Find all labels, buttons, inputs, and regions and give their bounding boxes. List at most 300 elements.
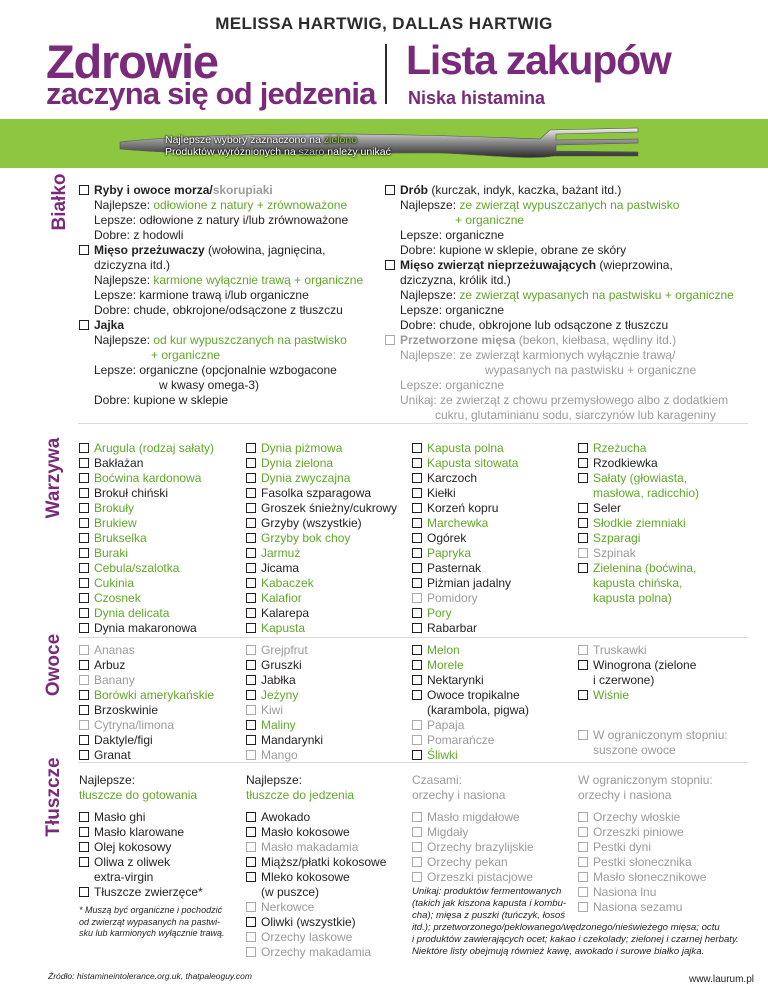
checkbox[interactable] — [412, 518, 422, 528]
checkbox[interactable] — [412, 548, 422, 558]
checkbox[interactable] — [79, 563, 89, 573]
fruits-column — [79, 643, 244, 763]
list-item — [578, 456, 758, 471]
list-item — [79, 810, 244, 825]
checkbox[interactable] — [79, 623, 89, 633]
best-label: Najlepsze: — [400, 198, 460, 212]
checkbox[interactable] — [246, 947, 256, 957]
good-line: Dobre: chude, obkrojone lub odsączone z tłuszczu — [400, 318, 669, 332]
checkbox[interactable] — [79, 533, 89, 543]
footnote-line: od zwierząt wypasanych na pastwi- — [79, 916, 221, 927]
list-item-label: Mango — [261, 748, 298, 762]
checkbox[interactable] — [246, 827, 256, 837]
list-item — [412, 441, 577, 456]
list-item — [412, 531, 577, 546]
checkbox[interactable] — [79, 320, 89, 330]
checkbox[interactable] — [412, 488, 422, 498]
list-item — [412, 621, 577, 636]
list-item — [246, 591, 411, 606]
checkbox[interactable] — [412, 750, 422, 760]
list-item — [246, 561, 411, 576]
vegetables-column — [79, 441, 244, 636]
list-item — [246, 576, 411, 591]
list-item — [412, 516, 577, 531]
list-item-label: Marchewka — [427, 516, 489, 530]
list-item — [578, 870, 758, 885]
checkbox[interactable] — [412, 857, 422, 867]
fats-header-label: W ograniczonym stopniu: — [578, 773, 713, 787]
checkbox[interactable] — [246, 533, 256, 543]
list-item — [79, 606, 244, 621]
list-item-label: Grejpfrut — [261, 643, 308, 657]
checkbox[interactable] — [246, 812, 256, 822]
legend-green-word: zielono — [323, 134, 358, 146]
list-item-label: Olej kokosowy — [94, 840, 172, 854]
list-item-label: (karambola, pigwa) — [427, 703, 530, 717]
list-item-label: Pasternak — [427, 561, 482, 575]
list-item-label: Brukiew — [94, 516, 137, 530]
list-item — [246, 621, 411, 636]
list-item-label: Kiwi — [261, 703, 284, 717]
list-item-label: Maliny — [261, 718, 296, 732]
checkbox[interactable] — [578, 563, 588, 573]
list-item — [246, 456, 411, 471]
checkbox[interactable] — [385, 185, 395, 195]
best-value: od kur wypuszczanych na pastwisko — [153, 333, 347, 347]
avoid-line: itd.); przetworzonego/peklowanego/wędzonego/nieświeżego mięsa; octu — [412, 922, 720, 933]
list-item — [79, 718, 244, 733]
good-line: Dobre: kupione w sklepie — [94, 393, 229, 407]
checkbox[interactable] — [412, 593, 422, 603]
checkbox[interactable] — [79, 827, 89, 837]
source-note: Źródło: histamineintolerance.org.uk, thatpaleoguy.com — [48, 971, 252, 981]
checkbox[interactable] — [412, 563, 422, 573]
fats-header-label: Najlepsze: — [246, 773, 303, 787]
list-item-label: Pomarańcze — [427, 733, 495, 747]
best-label: Najlepsze: — [94, 333, 154, 347]
fats-header-limited — [578, 773, 713, 803]
list-item — [578, 643, 758, 658]
section-divider — [78, 637, 748, 638]
list-item-label: Masło klarowane — [94, 825, 185, 839]
checkbox[interactable] — [412, 458, 422, 468]
checkbox[interactable] — [412, 720, 422, 730]
checkbox[interactable] — [79, 857, 89, 867]
checkbox[interactable] — [79, 608, 89, 618]
low-histamine-subtitle: Niska histamina — [408, 88, 546, 108]
list-item — [578, 810, 758, 825]
list-item — [412, 606, 577, 621]
list-item — [578, 546, 758, 561]
list-item — [79, 561, 244, 576]
checkbox[interactable] — [412, 608, 422, 618]
legend-line1: Najlepsze wybory zaznaczono na — [165, 134, 324, 146]
checkbox[interactable] — [246, 842, 256, 852]
checkbox[interactable] — [578, 518, 588, 528]
checkbox[interactable] — [79, 503, 89, 513]
list-item-label: Tłuszcze zwierzęce* — [94, 885, 203, 899]
dried-fruit-note — [578, 728, 758, 758]
checkbox[interactable] — [578, 645, 588, 655]
list-item — [412, 718, 577, 733]
list-item-label: Fasolka szparagowa — [261, 486, 372, 500]
checkbox[interactable] — [412, 473, 422, 483]
checkbox[interactable] — [79, 578, 89, 588]
list-item-label: Dynia makaronowa — [94, 621, 197, 635]
checkbox[interactable] — [79, 458, 89, 468]
list-item-label: i czerwone) — [593, 673, 655, 687]
checkbox[interactable] — [578, 812, 588, 822]
limited-label: W ograniczonym stopniu: — [593, 728, 728, 742]
nonruminant-name: Mięso zwierząt nieprzeżuwających — [400, 258, 597, 272]
vegetables-column — [246, 441, 411, 636]
fats-column — [79, 810, 244, 900]
footnote-line: * Muszą być organiczne i pochodzić — [79, 905, 223, 915]
authors: MELISSA HARTWIG, DALLAS HARTWIG — [215, 14, 553, 33]
list-item-label: Winogrona (zielone — [593, 658, 697, 672]
checkbox[interactable] — [412, 812, 422, 822]
better-line-2: w kwasy omega-3) — [159, 378, 260, 392]
checkbox[interactable] — [79, 842, 89, 852]
list-item-label: extra-virgin — [94, 870, 154, 884]
checkbox[interactable] — [246, 593, 256, 603]
checkbox[interactable] — [246, 578, 256, 588]
fish-name: Ryby i owoce morza/ — [94, 183, 213, 197]
list-item-label: Pomidory — [427, 591, 478, 605]
footnote — [79, 905, 249, 940]
list-item — [79, 688, 244, 703]
checkbox[interactable] — [246, 458, 256, 468]
checkbox[interactable] — [412, 690, 422, 700]
checkbox[interactable] — [578, 548, 588, 558]
list-item — [412, 810, 577, 825]
checkbox[interactable] — [246, 720, 256, 730]
list-item — [246, 673, 411, 688]
fruits-column — [578, 643, 758, 703]
list-item — [79, 658, 244, 673]
list-item — [412, 855, 577, 870]
checkbox[interactable] — [79, 887, 89, 897]
list-item-label: Szpinak — [593, 546, 636, 560]
checkbox[interactable] — [79, 675, 89, 685]
list-item — [246, 546, 411, 561]
checkbox[interactable] — [385, 335, 395, 345]
list-item-label: Śliwki — [427, 748, 458, 762]
list-item-label: Brukselka — [94, 531, 147, 545]
legend-line2-end: należy unikać — [324, 146, 391, 158]
checkbox[interactable] — [246, 518, 256, 528]
checkbox[interactable] — [578, 443, 588, 453]
legend-line2: Produktów wyróżnionych na — [165, 146, 299, 158]
list-item-label: Daktyle/figi — [94, 733, 153, 747]
checkbox[interactable] — [79, 245, 89, 255]
checkbox[interactable] — [578, 503, 588, 513]
checkbox[interactable] — [412, 578, 422, 588]
checkbox[interactable] — [79, 548, 89, 558]
best-value-2: + organiczne — [455, 213, 525, 227]
list-item-label: Nektarynki — [427, 673, 484, 687]
list-item-label: Orzechy laskowe — [261, 930, 353, 944]
checkbox[interactable] — [412, 623, 422, 633]
checkbox[interactable] — [412, 503, 422, 513]
limited-value: suszone owoce — [593, 743, 676, 757]
list-item — [412, 748, 577, 763]
checkbox[interactable] — [246, 563, 256, 573]
checkbox[interactable] — [246, 443, 256, 453]
checkbox[interactable] — [79, 488, 89, 498]
ruminant-detail-2: dziczyzna itd.) — [94, 258, 171, 272]
list-item — [79, 643, 244, 658]
checkbox[interactable] — [246, 735, 256, 745]
list-item — [412, 703, 577, 718]
checkbox[interactable] — [578, 730, 588, 740]
checkbox[interactable] — [412, 842, 422, 852]
list-item-label: Karczoch — [427, 471, 478, 485]
list-item-label: Jicama — [261, 561, 300, 575]
checkbox[interactable] — [578, 872, 588, 882]
list-item-label: Papryka — [427, 546, 472, 560]
list-item — [79, 501, 244, 516]
list-item-label: Rzodkiewka — [593, 456, 658, 470]
list-item — [79, 516, 244, 531]
list-item-label: Oliwki (wszystkie) — [261, 915, 356, 929]
list-item-label: Brokuły — [94, 501, 135, 515]
list-item — [578, 885, 758, 900]
list-item — [79, 733, 244, 748]
checkbox[interactable] — [79, 593, 89, 603]
checkbox[interactable] — [412, 872, 422, 882]
list-item-label: Słodkie ziemniaki — [593, 516, 686, 530]
list-item-label: Nasiona sezamu — [593, 900, 683, 914]
list-item-label: Rzeżucha — [593, 441, 647, 455]
list-item-label: Ogórek — [427, 531, 467, 545]
best-value-2: + organiczne — [151, 348, 221, 362]
checkbox[interactable] — [79, 705, 89, 715]
website-link[interactable]: www.laurum.pl — [688, 974, 754, 985]
list-item-label: masłowa, radicchio) — [593, 486, 700, 500]
list-item — [246, 688, 411, 703]
list-item — [412, 486, 577, 501]
list-item-label: Orzeszki piniowe — [593, 825, 684, 839]
checkbox[interactable] — [412, 827, 422, 837]
section-divider — [78, 762, 748, 763]
list-item-label: Dynia zwyczajna — [261, 471, 351, 485]
checkbox[interactable] — [412, 660, 422, 670]
better-line: Lepsze: odłowione z natury i/lub zrównoważone — [94, 213, 349, 227]
checkbox[interactable] — [578, 690, 588, 700]
avoid-line-2: cukru, glutaminianu sodu, siarczynów lub karageniny — [435, 408, 716, 422]
list-item — [412, 561, 577, 576]
list-item-label: Gruszki — [261, 658, 302, 672]
list-item-label: Owoce tropikalne — [427, 688, 520, 702]
list-item — [79, 471, 244, 486]
checkbox[interactable] — [79, 518, 89, 528]
checkbox[interactable] — [385, 260, 395, 270]
list-item-label: Orzechy brazylijskie — [427, 840, 534, 854]
list-item-label: Cukinia — [94, 576, 135, 590]
checkbox[interactable] — [246, 660, 256, 670]
list-item-label: Sałaty (głowiasta, — [593, 471, 688, 485]
checkbox[interactable] — [412, 735, 422, 745]
list-item-label: Granat — [94, 748, 131, 762]
checkbox[interactable] — [578, 533, 588, 543]
better-line: Lepsze: organiczne — [400, 228, 505, 242]
list-item — [246, 516, 411, 531]
list-item-label: Jeżyny — [261, 688, 299, 702]
checkbox[interactable] — [79, 660, 89, 670]
list-item-label: kapusta chińska, — [593, 576, 683, 590]
list-item-label: Szparagi — [593, 531, 641, 545]
checkbox[interactable] — [412, 645, 422, 655]
checkbox[interactable] — [578, 902, 588, 912]
best-line: Najlepsze: ze zwierząt karmionych wyłącznie trawą/ — [400, 348, 676, 362]
checkbox[interactable] — [578, 458, 588, 468]
list-item — [246, 885, 411, 900]
checkbox[interactable] — [246, 503, 256, 513]
list-item-label: Kabaczek — [261, 576, 314, 590]
section-label-bialko: Białko — [49, 173, 70, 231]
list-item-label: Kalarepa — [261, 606, 310, 620]
fats-header-label: Najlepsze: — [79, 773, 136, 787]
list-item-label: Oliwa z oliwek — [94, 855, 171, 869]
list-item — [79, 840, 244, 855]
checkbox[interactable] — [79, 690, 89, 700]
list-item-label: Mleko kokosowe — [261, 870, 350, 884]
header-divider — [385, 44, 387, 104]
list-item-label: Orzechy pekan — [427, 855, 508, 869]
list-item-label: Brokuł chiński — [94, 486, 169, 500]
list-item — [578, 591, 758, 606]
avoid-line: Unikaj: produktów fermentowanych — [412, 886, 562, 897]
list-item-label: Czosnek — [94, 591, 141, 605]
list-item-label: Nerkowce — [261, 900, 315, 914]
checkbox[interactable] — [578, 473, 588, 483]
protein-right-column — [385, 183, 755, 423]
list-item — [412, 501, 577, 516]
footnote-line: sku lub karmionych wyłącznie trawą. — [79, 928, 225, 938]
list-item-label: Migdały — [427, 825, 469, 839]
checkbox[interactable] — [246, 872, 256, 882]
checkbox[interactable] — [79, 473, 89, 483]
checkbox[interactable] — [79, 812, 89, 822]
checkbox[interactable] — [246, 548, 256, 558]
list-item — [246, 531, 411, 546]
checkbox[interactable] — [79, 735, 89, 745]
list-item-label: Arbuz — [94, 658, 126, 672]
checkbox[interactable] — [246, 750, 256, 760]
checkbox[interactable] — [578, 827, 588, 837]
checkbox[interactable] — [79, 750, 89, 760]
checkbox[interactable] — [79, 185, 89, 195]
better-line: Lepsze: organiczne (opcjonalnie wzbogacone — [94, 363, 337, 377]
fats-header-sometimes — [412, 773, 505, 803]
checkbox[interactable] — [246, 675, 256, 685]
list-item-label: Orzechy włoskie — [593, 810, 681, 824]
list-item — [246, 930, 411, 945]
checkbox[interactable] — [246, 623, 256, 633]
checkbox[interactable] — [246, 473, 256, 483]
checkbox[interactable] — [79, 720, 89, 730]
section-label-warzywa: Warzywa — [43, 437, 64, 519]
avoid-line: i produktów zawierających ocet; kakao i czekolady; zielonej i czarnej herbaty. — [412, 934, 739, 945]
better-line: Lepsze: organiczne — [400, 303, 505, 317]
list-item — [246, 810, 411, 825]
checkbox[interactable] — [79, 443, 89, 453]
checkbox[interactable] — [246, 488, 256, 498]
fats-column — [578, 810, 758, 915]
list-item-label: Brzoskwinie — [94, 703, 159, 717]
list-item — [79, 673, 244, 688]
list-item-label: Zielenina (boćwina, — [593, 561, 697, 575]
checkbox[interactable] — [578, 660, 588, 670]
list-item — [79, 531, 244, 546]
avoid-line: (takich jak kiszona kapusta i kombu- — [412, 898, 567, 909]
good-line: Dobre: kupione w sklepie, obrane ze skóry — [400, 243, 627, 257]
list-item — [246, 945, 411, 960]
list-item — [246, 703, 411, 718]
checkbox[interactable] — [246, 608, 256, 618]
list-item-label: Cytryna/limona — [94, 718, 175, 732]
ruminant-detail: (wołowina, jagnięcina, — [204, 243, 326, 257]
fats-column — [412, 810, 577, 885]
list-item — [79, 621, 244, 636]
list-item-label: Jabłka — [261, 673, 296, 687]
list-item-label: Kapusta — [261, 621, 306, 635]
list-item-label: Grzyby (wszystkie) — [261, 516, 362, 530]
checkbox[interactable] — [578, 857, 588, 867]
checkbox[interactable] — [79, 645, 89, 655]
list-item — [578, 441, 758, 456]
list-item-label: Arugula (rodzaj sałaty) — [94, 441, 215, 455]
fats-header-value: tłuszcze do jedzenia — [246, 788, 355, 802]
list-item — [246, 915, 411, 930]
checkbox[interactable] — [412, 443, 422, 453]
list-item-label: Ananas — [94, 643, 135, 657]
avoid-line: cha); mięsa z puszki (tuńczyk, łosoś — [412, 910, 566, 921]
list-item — [412, 673, 577, 688]
checkbox[interactable] — [246, 705, 256, 715]
checkbox[interactable] — [578, 887, 588, 897]
checkbox[interactable] — [412, 675, 422, 685]
list-item — [578, 471, 758, 486]
list-item — [79, 855, 244, 870]
better-line: Lepsze: karmione trawą i/lub organiczne — [94, 288, 309, 302]
list-item-label: Borówki amerykańskie — [94, 688, 215, 702]
list-item-label: Truskawki — [593, 643, 647, 657]
list-item — [578, 825, 758, 840]
list-item-label: Rabarbar — [427, 621, 478, 635]
checkbox[interactable] — [246, 690, 256, 700]
list-item — [246, 748, 411, 763]
list-item — [79, 870, 244, 885]
checkbox[interactable] — [246, 857, 256, 867]
list-item — [578, 688, 758, 703]
list-item — [246, 441, 411, 456]
checkbox[interactable] — [578, 842, 588, 852]
fats-header-value: orzechy i nasiona — [578, 788, 672, 802]
list-item — [412, 688, 577, 703]
checkbox[interactable] — [246, 645, 256, 655]
list-item — [246, 486, 411, 501]
fats-column — [246, 810, 411, 960]
checkbox[interactable] — [412, 533, 422, 543]
list-item — [578, 673, 758, 688]
list-item-label: Masło ghi — [94, 810, 146, 824]
list-item — [246, 471, 411, 486]
best-value: odłowione z natury + zrównoważone — [153, 198, 348, 212]
list-item — [578, 501, 758, 516]
list-item — [246, 900, 411, 915]
